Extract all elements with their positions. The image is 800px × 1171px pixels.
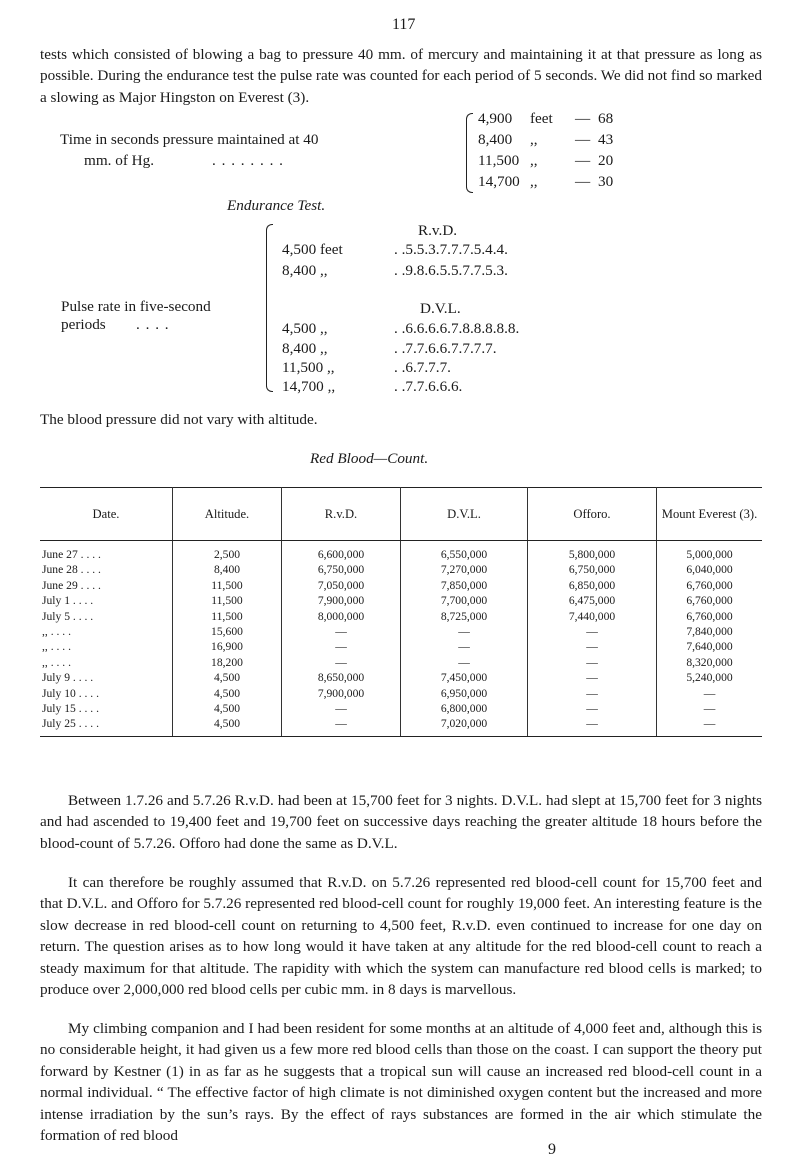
cell-rvd: 8,650,000 (282, 670, 401, 685)
pressure-alt-2: 8,400 (478, 131, 513, 148)
table-row (40, 562, 762, 577)
cell-dvl: 7,270,000 (401, 562, 528, 577)
cell-offoro: — (528, 686, 657, 701)
table-header-row (40, 488, 762, 541)
cell-rvd: — (282, 701, 401, 716)
cell-dvl: — (401, 655, 528, 670)
header-everest: Mount Everest (3). (657, 488, 763, 541)
cell-date: ,, . . . . (42, 640, 71, 654)
cell-date: June 27 . . . . (42, 548, 101, 561)
cell-everest: 6,040,000 (657, 562, 763, 577)
pressure-alt-3: 11,500 (478, 152, 520, 169)
pressure-brace (466, 113, 473, 193)
dvl-values-1: . .6.6.6.6.7.8.8.8.8.8. (394, 320, 520, 337)
cell-offoro: 6,750,000 (528, 562, 657, 577)
cell-rvd: — (282, 639, 401, 654)
dvl-alt-3: 11,500 ,, (282, 359, 335, 376)
pressure-dash-3: — (575, 152, 591, 169)
cell-dvl: 6,800,000 (401, 701, 528, 716)
cell-offoro: — (528, 624, 657, 639)
pressure-label-line1: Time in seconds pressure maintained at 40 (60, 131, 319, 148)
cell-altitude: 11,500 (173, 609, 282, 624)
pressure-dash-4: — (575, 173, 591, 190)
cell-altitude: 16,900 (173, 639, 282, 654)
table-row (40, 701, 762, 716)
paragraph-climbing: My climbing companion and I had been resident for some months at an altitude of 4,000 feet and, although this is no considerable height, it had given us a few more red blood cells than those on the coast. I can support the theory put forward by Kestner (1) in as far as he suggests that a tropical sun will cause an increased red blood-cell count in a normal individual. “ The effective factor of high climate is not diminished oxygen content but the increased and more intense irradiation by the sun’s rays. By the effect of rays substances are formed in the air which stimulate the formation of red blood (40, 1020, 762, 1145)
table-row (40, 593, 762, 608)
dvl-heading: D.V.L. (420, 300, 461, 317)
cell-altitude: 4,500 (173, 670, 282, 685)
header-dvl: D.V.L. (401, 488, 528, 541)
pressure-val-1: 68 (598, 110, 614, 127)
cell-altitude: 15,600 (173, 624, 282, 639)
rvd-heading: R.v.D. (418, 222, 458, 239)
pressure-val-4: 30 (598, 173, 614, 190)
cell-dvl: 8,725,000 (401, 609, 528, 624)
cell-dvl: — (401, 624, 528, 639)
cell-everest: — (657, 716, 763, 736)
cell-everest: — (657, 701, 763, 716)
cell-offoro: — (528, 701, 657, 716)
cell-dvl: — (401, 639, 528, 654)
page-number-top: 117 (392, 16, 416, 33)
dvl-values-2: . .7.7.6.6.7.7.7.7. (394, 340, 497, 357)
cell-altitude: 18,200 (173, 655, 282, 670)
cell-everest: — (657, 686, 763, 701)
cell-offoro: 6,475,000 (528, 593, 657, 608)
header-offoro: Offoro. (528, 488, 657, 541)
cell-date: July 25 . . . . (40, 716, 173, 736)
cell-altitude: 2,500 (173, 541, 282, 563)
pulse-label-line1: Pulse rate in five-second (61, 298, 211, 315)
cell-altitude: 4,500 (173, 686, 282, 701)
cell-dvl: 6,550,000 (401, 541, 528, 563)
cell-offoro: — (528, 639, 657, 654)
table-row (40, 686, 762, 701)
cell-everest: 6,760,000 (657, 593, 763, 608)
cell-date: July 5 . . . . (42, 609, 94, 623)
table-row (40, 670, 762, 685)
pressure-unit-3: ,, (530, 152, 538, 169)
cell-date: ,, . . . . (42, 655, 71, 669)
header-altitude: Altitude. (173, 488, 282, 541)
pulse-leader-dots: . . . . (136, 316, 170, 333)
pressure-alt-1: 4,900 (478, 110, 513, 127)
cell-date: June 28 . . . . (42, 563, 101, 577)
pulse-label-line2: periods (61, 316, 106, 333)
cell-everest: 6,760,000 (657, 609, 763, 624)
cell-dvl: 7,450,000 (401, 670, 528, 685)
pressure-unit-2: ,, (530, 131, 538, 148)
cell-date: ,, . . . . (42, 625, 71, 639)
dvl-values-4: . .7.7.6.6.6. (394, 378, 463, 395)
dvl-alt-4: 14,700 ,, (282, 378, 336, 395)
pressure-leader-dots: . . . . . . . . (212, 152, 284, 169)
pressure-dash-2: — (575, 131, 591, 148)
pressure-unit-4: ,, (530, 173, 538, 190)
paragraph-between: Between 1.7.26 and 5.7.26 R.v.D. had been at 15,700 feet for 3 nights. D.V.L. had slept at 15,700 feet for 3 nights and had ascended to 19,400 feet and 19,700 feet on successive days reaching the greater altitude 18 hours before the blood-count of 5.7.26. Offoro had done the same as D.V.L. (40, 792, 762, 852)
cell-altitude: 4,500 (173, 716, 282, 736)
cell-rvd: 7,900,000 (282, 686, 401, 701)
cell-rvd: 7,050,000 (282, 578, 401, 593)
cell-everest: 6,760,000 (657, 578, 763, 593)
cell-altitude: 11,500 (173, 593, 282, 608)
table-row (40, 578, 762, 593)
cell-everest: 7,640,000 (657, 639, 763, 654)
rvd-alt-1: 4,500 feet (282, 241, 343, 258)
header-date: Date. (40, 488, 173, 541)
cell-altitude: 11,500 (173, 578, 282, 593)
cell-rvd: — (282, 716, 401, 736)
rvd-values-2: . .9.8.6.5.5.7.7.5.3. (394, 262, 508, 279)
cell-altitude: 8,400 (173, 562, 282, 577)
cell-rvd: 8,000,000 (282, 609, 401, 624)
cell-everest: 5,240,000 (657, 670, 763, 685)
table-row (40, 716, 762, 736)
cell-offoro: 7,440,000 (528, 609, 657, 624)
pressure-label-line2: mm. of Hg. (84, 152, 155, 169)
dvl-values-3: . .6.7.7.7. (394, 359, 451, 376)
intro-paragraph: tests which consisted of blowing a bag to pressure 40 mm. of mercury and maintaining it at that pressure as long as possible. During the endurance test the pulse rate was counted for each period of 5 seconds. We did not find so marked a slowing as Major Hingston on Everest (3). (40, 46, 762, 106)
cell-altitude: 4,500 (173, 701, 282, 716)
rvd-alt-2: 8,400 ,, (282, 262, 328, 279)
cell-offoro: — (528, 716, 657, 736)
dvl-alt-2: 8,400 ,, (282, 340, 328, 357)
cell-offoro: 5,800,000 (528, 541, 657, 563)
pressure-unit-1: feet (530, 110, 553, 127)
red-blood-count-table (40, 487, 762, 737)
pulse-brace (266, 224, 273, 392)
cell-date: July 15 . . . . (42, 702, 100, 716)
cell-rvd: 7,900,000 (282, 593, 401, 608)
header-rvd: R.v.D. (282, 488, 401, 541)
cell-dvl: 7,700,000 (401, 593, 528, 608)
blood-pressure-sentence: The blood pressure did not vary with altitude. (40, 411, 318, 428)
table-row (40, 541, 762, 563)
table-row (40, 655, 762, 670)
page-number-bottom: 9 (548, 1141, 556, 1158)
table-row (40, 624, 762, 639)
cell-everest: 5,000,000 (657, 541, 763, 563)
cell-rvd: — (282, 655, 401, 670)
pressure-alt-4: 14,700 (478, 173, 520, 190)
cell-dvl: 7,850,000 (401, 578, 528, 593)
cell-everest: 7,840,000 (657, 624, 763, 639)
dvl-alt-1: 4,500 ,, (282, 320, 328, 337)
table-row (40, 639, 762, 654)
cell-offoro: — (528, 655, 657, 670)
cell-date: July 10 . . . . (42, 686, 100, 700)
cell-rvd: 6,750,000 (282, 562, 401, 577)
cell-dvl: 7,020,000 (401, 716, 528, 736)
table-row (40, 609, 762, 624)
cell-date: July 1 . . . . (42, 594, 94, 608)
endurance-heading: Endurance Test. (227, 197, 326, 214)
cell-rvd: 6,600,000 (282, 541, 401, 563)
cell-date: July 9 . . . . (42, 671, 94, 685)
table-title: Red Blood—Count. (310, 450, 429, 467)
cell-offoro: 6,850,000 (528, 578, 657, 593)
cell-dvl: 6,950,000 (401, 686, 528, 701)
rvd-values-1: . .5.5.3.7.7.7.5.4.4. (394, 241, 508, 258)
cell-offoro: — (528, 670, 657, 685)
pressure-val-3: 20 (598, 152, 614, 169)
cell-rvd: — (282, 624, 401, 639)
cell-date: June 29 . . . . (42, 578, 101, 592)
cell-everest: 8,320,000 (657, 655, 763, 670)
pressure-val-2: 43 (598, 131, 614, 148)
pressure-dash-1: — (575, 110, 591, 127)
paragraph-assumed: It can therefore be roughly assumed that R.v.D. on 5.7.26 represented red blood-cell count for 15,700 feet and that D.V.L. and Offoro for 5.7.26 represented red blood-cell count for roughly 19,000 feet. An interesting feature is the slow decrease in red blood-cell count on returning to 4,500 feet, R.v.D. even continued to increase for one day on return. The question arises as to how long would it have taken at any altitude for the red blood-cell count to reach a steady maximum for that altitude. The rapidity with which the system can manufacture red blood cells is marked; to produce over 2,000,000 red blood cells per cubic mm. in 8 days is marvellous. (40, 874, 762, 999)
